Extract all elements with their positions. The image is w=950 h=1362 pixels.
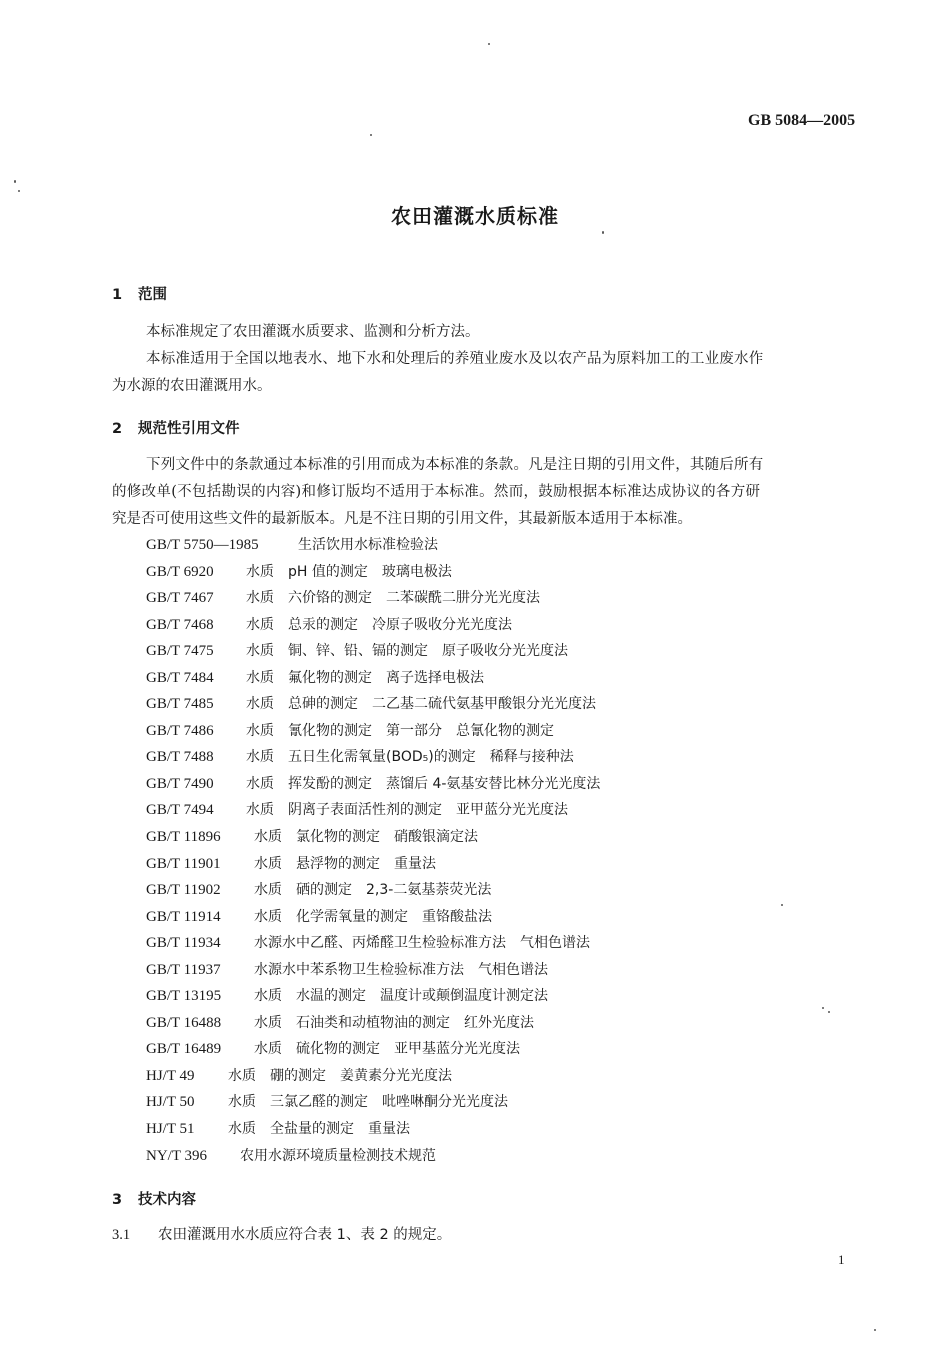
section-number: 2 [112, 421, 123, 437]
reference-item [146, 957, 600, 984]
reference-code: GB/T 7486 [146, 722, 214, 739]
scan-speck [488, 43, 490, 45]
reference-title: 水质 铜、锌、铅、镉的测定 原子吸收分光光度法 [246, 643, 568, 660]
section-2-intro-line-1: 下列文件中的条款通过本标准的引用而成为本标准的条款。凡是注日期的引用文件，其随后所有 [146, 457, 764, 473]
section-number: 3 [112, 1192, 123, 1208]
reference-item [146, 930, 600, 957]
reference-code: GB/T 7488 [146, 749, 214, 766]
section-1-paragraph-2-line-2: 为水源的农田灌溉用水。 [112, 378, 272, 394]
section-3-heading [112, 1188, 196, 1209]
reference-item [146, 585, 600, 612]
reference-list [146, 532, 600, 1169]
reference-title: 水质 石油类和动植物油的测定 红外光度法 [254, 1014, 534, 1031]
section-title: 规范性引用文件 [138, 421, 240, 437]
scan-speck [18, 190, 20, 192]
reference-code: HJ/T 51 [146, 1121, 195, 1138]
section-number: 1 [112, 287, 123, 303]
reference-code: GB/T 7494 [146, 802, 214, 819]
reference-item [146, 612, 600, 639]
reference-item [146, 532, 600, 559]
scan-speck [370, 134, 372, 136]
section-2-heading [112, 417, 240, 438]
section-2-intro-line-3: 究是否可使用这些文件的最新版本。凡是不注日期的引用文件，其最新版本适用于本标准。 [112, 511, 692, 527]
reference-code: GB/T 11902 [146, 882, 221, 899]
reference-item [146, 1143, 600, 1170]
reference-code: GB/T 7484 [146, 669, 214, 686]
reference-item [146, 691, 600, 718]
scan-speck [828, 1011, 830, 1013]
reference-code: GB/T 7490 [146, 775, 214, 792]
reference-code: GB/T 16489 [146, 1041, 222, 1058]
reference-title: 水质 硼的测定 姜黄素分光光度法 [228, 1067, 452, 1084]
section-1-paragraph-2-line-1: 本标准适用于全国以地表水、地下水和处理后的养殖业废水及以农产品为原料加工的工业废水作 [146, 351, 764, 367]
scan-speck [781, 904, 783, 906]
reference-code: GB/T 16488 [146, 1014, 222, 1031]
scan-speck [874, 1329, 876, 1331]
reference-code: GB/T 11901 [146, 855, 221, 872]
section-1-heading [112, 283, 167, 304]
reference-title: 水质 五日生化需氧量(BOD₅)的测定 稀释与接种法 [246, 749, 574, 766]
reference-item [146, 904, 600, 931]
scan-speck [602, 231, 604, 234]
reference-title: 水质 挥发酚的测定 蒸馏后 4-氨基安替比林分光光度法 [246, 775, 601, 792]
reference-item [146, 877, 600, 904]
standard-number: GB 5084—2005 [748, 112, 856, 129]
reference-item [146, 1116, 600, 1143]
clause-3-1 [112, 1223, 451, 1244]
reference-code: GB/T 13195 [146, 988, 222, 1005]
scan-speck [14, 180, 16, 183]
clause-number: 3.1 [112, 1227, 131, 1243]
reference-item [146, 851, 600, 878]
reference-title: 水质 氯化物的测定 硝酸银滴定法 [254, 829, 478, 846]
page-number: 1 [838, 1252, 845, 1267]
document-title: 农田灌溉水质标准 [391, 204, 559, 228]
reference-title: 水质 总砷的测定 二乙基二硫代氨基甲酸银分光光度法 [246, 696, 596, 713]
reference-code: GB/T 7485 [146, 696, 214, 713]
reference-item [146, 1089, 600, 1116]
section-title: 技术内容 [138, 1192, 196, 1208]
reference-title: 水质 氟化物的测定 离子选择电极法 [246, 669, 484, 686]
reference-title: 水质 氰化物的测定 第一部分 总氰化物的测定 [246, 722, 554, 739]
reference-title: 水质 水温的测定 温度计或颠倒温度计测定法 [254, 988, 548, 1005]
reference-title: 水质 总汞的测定 冷原子吸收分光光度法 [246, 616, 512, 633]
reference-code: GB/T 6920 [146, 563, 214, 580]
reference-title: 水质 悬浮物的测定 重量法 [254, 855, 436, 872]
reference-title: 水质 硫化物的测定 亚甲基蓝分光光度法 [254, 1041, 520, 1058]
reference-title: 水质 化学需氧量的测定 重铬酸盐法 [254, 908, 492, 925]
reference-item [146, 638, 600, 665]
clause-text: 农田灌溉用水水质应符合表 1、表 2 的规定。 [158, 1227, 452, 1243]
reference-title: 水源水中苯系物卫生检验标准方法 气相色谱法 [254, 961, 548, 978]
reference-code: NY/T 396 [146, 1147, 207, 1164]
section-1-paragraph-1: 本标准规定了农田灌溉水质要求、监测和分析方法。 [146, 324, 480, 340]
reference-title: 水质 阴离子表面活性剂的测定 亚甲蓝分光光度法 [246, 802, 568, 819]
reference-item [146, 718, 600, 745]
reference-title: 水质 全盐量的测定 重量法 [228, 1121, 410, 1138]
reference-item [146, 1036, 600, 1063]
reference-code: GB/T 11937 [146, 961, 221, 978]
reference-code: GB/T 11934 [146, 935, 221, 952]
section-title: 范围 [138, 287, 167, 303]
section-2-intro-line-2: 的修改单(不包括勘误的内容)和修订版均不适用于本标准。然而，鼓励根据本标准达成协议的各方研 [112, 484, 761, 500]
reference-item [146, 1063, 600, 1090]
reference-item [146, 559, 600, 586]
scan-speck [822, 1007, 824, 1009]
reference-code: GB/T 11896 [146, 829, 221, 846]
reference-title: 生活饮用水标准检验法 [298, 537, 438, 553]
reference-title: 水质 硒的测定 2,3-二氨基萘荧光法 [254, 882, 492, 899]
reference-title: 农用水源环境质量检测技术规范 [240, 1147, 436, 1164]
reference-code: GB/T 7475 [146, 643, 214, 660]
reference-code: HJ/T 49 [146, 1067, 195, 1084]
reference-item [146, 797, 600, 824]
reference-code: HJ/T 50 [146, 1094, 195, 1111]
reference-item [146, 983, 600, 1010]
reference-title: 水质 六价铬的测定 二苯碳酰二肼分光光度法 [246, 590, 540, 607]
reference-code: GB/T 7468 [146, 616, 214, 633]
reference-item [146, 771, 600, 798]
reference-item [146, 744, 600, 771]
reference-title: 水质 三氯乙醛的测定 吡唑啉酮分光光度法 [228, 1094, 508, 1111]
reference-item [146, 665, 600, 692]
reference-title: 水质 pH 值的测定 玻璃电极法 [246, 563, 452, 580]
reference-item [146, 1010, 600, 1037]
reference-code: GB/T 7467 [146, 590, 214, 607]
reference-code: GB/T 11914 [146, 908, 221, 925]
reference-title: 水源水中乙醛、丙烯醛卫生检验标准方法 气相色谱法 [254, 935, 590, 952]
reference-code: GB/T 5750—1985 [146, 537, 259, 553]
reference-item [146, 824, 600, 851]
